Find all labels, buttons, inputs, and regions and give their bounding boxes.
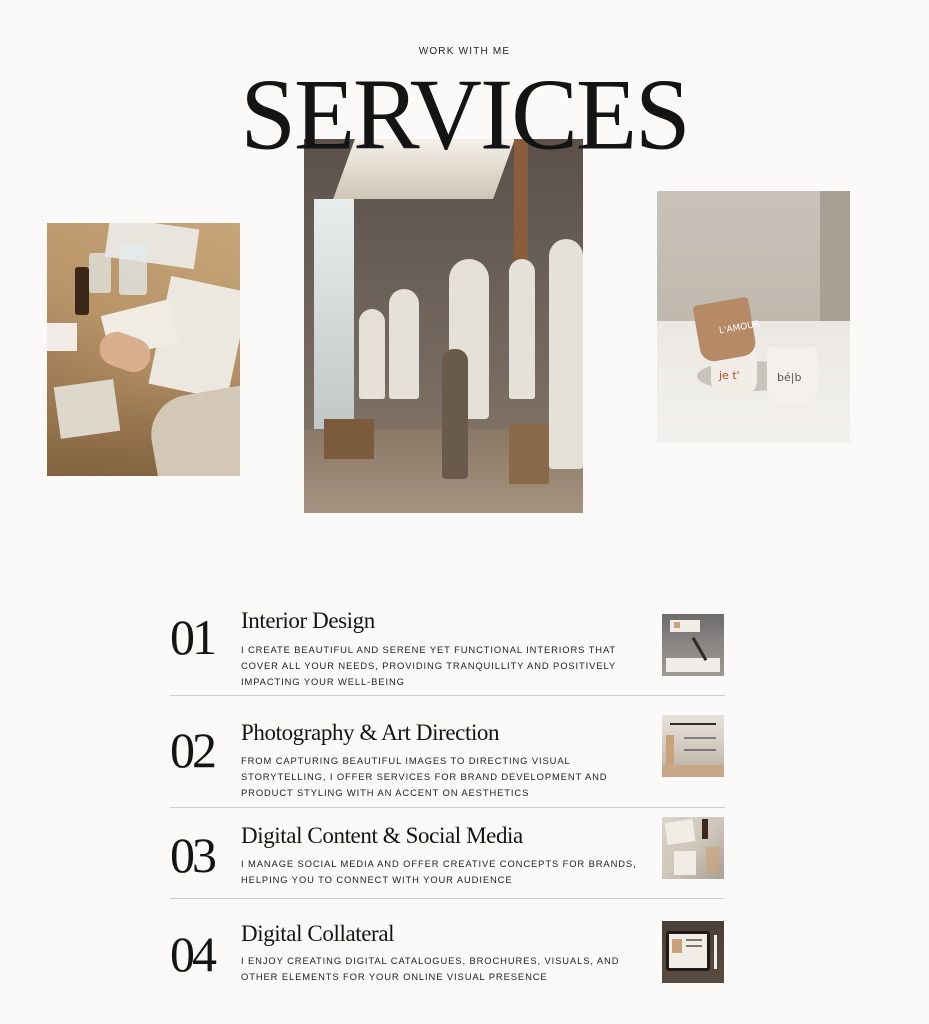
service-description: FROM CAPTURING BEAUTIFUL IMAGES TO DIRECTING VISUAL STORYTELLING, I OFFER SERVICES FOR BRAND DEVELOPMENT AND PRODUCT STYLING WITH AN ACCENT ON AESTHETICS	[241, 755, 608, 798]
service-item[interactable]	[170, 899, 725, 989]
service-number: 04	[170, 926, 214, 982]
cup-label: L'AMOUR	[718, 319, 761, 337]
service-item[interactable]	[170, 808, 725, 899]
service-description: I CREATE BEAUTIFUL AND SERENE YET FUNCTIONAL INTERIORS THAT COVER ALL YOUR NEEDS, PROVIDING TRANQUILLITY AND POSITIVELY IMPACTING YOUR WELL-BEING	[241, 644, 616, 687]
service-number: 01	[170, 609, 214, 665]
service-title[interactable]: Photography & Art Direction	[241, 720, 500, 745]
service-description: I ENJOY CREATING DIGITAL CATALOGUES, BROCHURES, VISUALS, AND OTHER ELEMENTS FOR YOUR ONLINE VISUAL PRESENCE	[241, 955, 620, 982]
service-title[interactable]: Digital Content & Social Media	[241, 823, 523, 848]
cup-label: bé|b	[777, 371, 802, 384]
page-title: SERVICES	[240, 57, 689, 172]
service-number: 02	[170, 722, 214, 778]
cup-label: je t'	[719, 369, 740, 382]
service-thumbnail[interactable]	[662, 614, 724, 676]
photo-desk-moodboard	[47, 223, 240, 476]
service-thumbnail[interactable]	[662, 715, 724, 777]
service-thumbnail[interactable]	[662, 817, 724, 879]
photo-ceramic-cups	[657, 191, 850, 443]
services-list	[170, 602, 725, 989]
service-number: 03	[170, 827, 214, 883]
service-thumbnail[interactable]	[662, 921, 724, 983]
eyebrow-label: WORK WITH ME	[418, 46, 511, 57]
service-item[interactable]	[170, 696, 725, 808]
service-item[interactable]	[170, 602, 725, 696]
service-title[interactable]: Interior Design	[241, 608, 375, 633]
photo-sculpture-studio	[304, 139, 583, 513]
service-title[interactable]: Digital Collateral	[241, 921, 395, 946]
service-description: I MANAGE SOCIAL MEDIA AND OFFER CREATIVE CONCEPTS FOR BRANDS, HELPING YOU TO CONNECT WITH YOUR AUDIENCE	[241, 858, 637, 885]
